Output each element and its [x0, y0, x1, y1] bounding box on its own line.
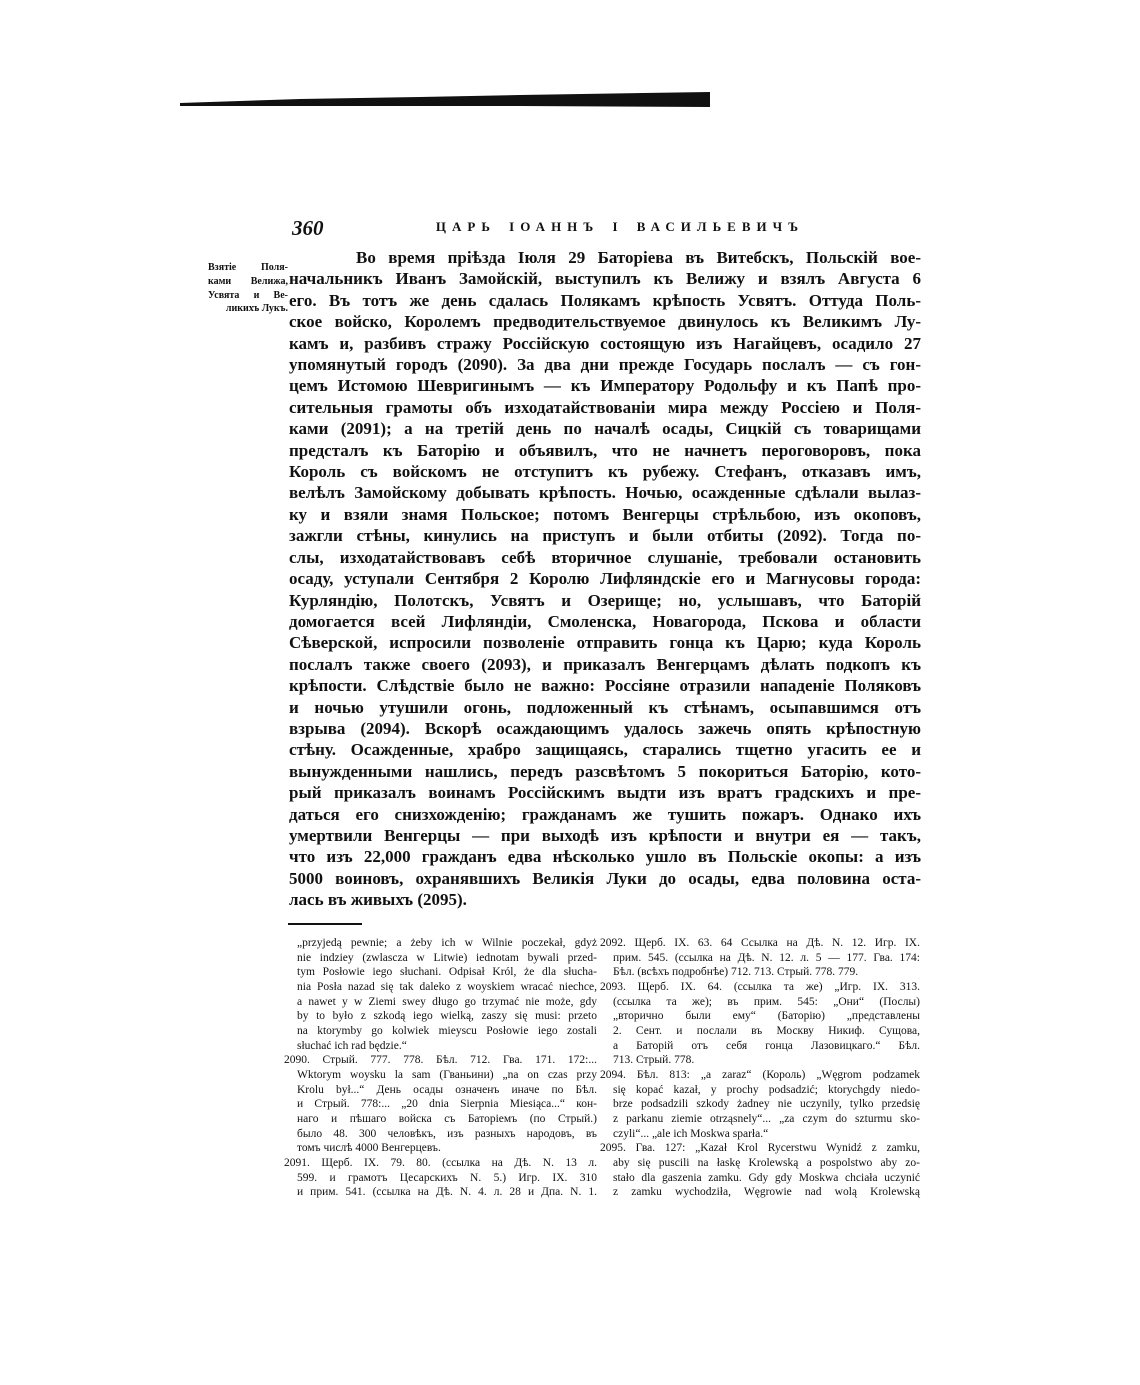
footnote-line: 713. Стрый. 778.	[613, 1054, 695, 1067]
footnote-line: aby się puscili na łaskę Krolewską a pospolstwo aby zo-	[613, 1156, 920, 1169]
body-line: Курляндію, Полотскъ, Усвятъ и Озерище; но, услышавъ, что Баторій	[289, 590, 921, 610]
footnote-line: a nawet y w Ziemi swey długo go trzymać nie może, gdy	[297, 995, 597, 1008]
body-line: слы, изходатайствовавъ себѣ вторичное слушаніе, требовали остановить	[289, 547, 921, 567]
footnote-line: 2. Сент. и послали въ Москву Никиф. Сущова,	[613, 1024, 920, 1037]
body-line: домогается всей Лифляндіи, Смоленска, Новагорода, Пскова и области	[289, 611, 921, 631]
body-line: послалъ также своего (2093), и приказалъ Венгерцамъ дѣлать подкопъ къ	[289, 654, 921, 674]
footnote-line: 2092. Щерб. IX. 63. 64 Ссылка на Дѣ. N. 12. Игр. IX.	[600, 937, 920, 949]
body-line: лась въ живыхъ (2095).	[289, 890, 467, 910]
footnote-line: 2090. Стрый. 777. 778. Бѣл. 712. Гва. 171. 172:...	[284, 1054, 597, 1067]
footnote-line: наго и пѣшаго войска съ Баторіемъ (по Стрый.)	[297, 1112, 597, 1125]
body-line: сительныя грамоты объ изходатайствованіи мира между Россіею и Поля-	[289, 397, 921, 417]
body-line: даться его снизхожденію; гражданамъ же тушить пожаръ. Однако ихъ	[289, 804, 921, 824]
body-line: предсталъ къ Баторію и объявилъ, что не начнетъ пероговоровъ, пока	[289, 440, 921, 460]
body-line: велѣлъ Замойскому добывать крѣпость. Ночью, осажденные сдѣлали вылаз-	[289, 483, 921, 503]
body-line: вынужденными нашлись, передъ разсвѣтомъ 5 покориться Баторію, кото-	[289, 761, 921, 781]
body-line: умертвили Венгерцы — при выходѣ изъ крѣпости и внутри ея — такъ,	[289, 825, 921, 845]
body-line: осаду, уступали Сентября 2 Королю Лифляндскіе его и Магнусовы города:	[289, 569, 921, 589]
body-line: ское войско, Королемъ предводительствуемое двинулось къ Великимъ Лу-	[289, 312, 921, 332]
body-line: упомянутый городъ (2090). За два дни прежде Государь послалъ — съ гон-	[289, 355, 921, 375]
footnote-line: słuchać ich rad będzie.“	[297, 1039, 407, 1052]
body-line: зажгли стѣны, кинулись на приступъ и были отбиты (2092). Тогда по-	[289, 526, 921, 546]
body-line: цемъ Истомою Шевригинымъ — къ Императору Родольфу и къ Папѣ про-	[289, 376, 921, 396]
footnote-line: и Стрый. 778:... „20 dnia Sierpnia Miesiąca...“ кон-	[297, 1098, 597, 1111]
footnote-line: się kopać kazał, y prochy podsadzić; ktorychgdy niedo-	[613, 1083, 920, 1096]
body-line: что изъ 22,000 гражданъ едва нѣсколько ушло въ Польскіе окопы: а изъ	[289, 847, 921, 867]
body-line: его. Въ тотъ же день сдалась Полякамъ крѣпость Усвятъ. Оттуда Поль-	[289, 290, 921, 310]
footnote-line: 2095. Гва. 127: „Kazał Krol Rycerstwu Wynidź z zamku,	[600, 1142, 920, 1155]
body-line: взрыва (2094). Вскорѣ осаждающимъ удалось зажечь опять крѣпостную	[289, 718, 921, 738]
footnote-line: tym Posłowie iego słuchani. Odpisał Król, że dla słucha-	[297, 966, 597, 979]
footnote-line: „przyjedą pewnie; a żeby ich w Wilnie poczekał, gdyż	[297, 937, 597, 949]
footnote-line: z parkanu ziemie otrząsnely“... „za czym do szturmu sko-	[613, 1112, 920, 1125]
body-line: рый приказалъ воинамъ Россійскимъ выдти изъ вратъ градскихъ и пре-	[289, 783, 921, 803]
margin-note-line: Взятіе Поля-	[208, 262, 288, 273]
footnote-line: na ktorymby go kolwiek mieyscu Posłowie iego zostali	[297, 1024, 597, 1037]
body-text	[289, 247, 921, 911]
footnote-line: томъ числѣ 4000 Венгерцевъ.	[297, 1142, 441, 1155]
footnote-line: nia Posła nazad się tak daleko z woyskiem wracać niechce,	[297, 980, 597, 993]
footnote-line: а Баторій отъ себя гонца Лазовицкаго.“ Бѣл.	[613, 1039, 920, 1052]
footnote-line: (ссылка та же); въ прим. 545: „Они“ (Послы)	[613, 995, 920, 1008]
footnote-line: 2093. Щерб. IX. 64. (ссылка та же) „Игр. IX. 313.	[600, 980, 920, 993]
footnote-line: brze podsadzili szkody żadney nie uczynily, tylko przedsię	[613, 1098, 920, 1111]
body-line: Во время пріѣзда Іюля 29 Баторіева въ Витебскъ, Польскій вое-	[356, 248, 921, 267]
running-title: ЦАРЬ ІОАННЪ І ВАСИЛЬЕВИЧЪ	[435, 219, 805, 234]
footnote-rule	[288, 923, 362, 925]
body-line: Король съ войскомъ не отступитъ къ рубежу. Стефанъ, отказавъ имъ,	[289, 462, 921, 482]
footnote-line: было 48. 300 человѣкъ, изъ разныхъ народовъ, въ	[297, 1127, 597, 1140]
footnote-line: прим. 545. (ссылка на Дѣ. N. 12. л. 5 — 177. Гва. 174:	[613, 951, 920, 964]
body-line: и ночью утушили огонь, подложенный къ стѣнамъ, осыпавшимся отъ	[289, 697, 921, 717]
body-line: крѣпости. Слѣдствіе было не важно: Россіяне отразили нападеніе Поляковъ	[289, 676, 921, 696]
footnote-line: 2094. Бѣл. 813: „a zaraz“ (Король) „Węgrom podzamek	[600, 1068, 920, 1081]
footnotes-left-column	[284, 936, 597, 1200]
margin-note-line: Усвята и Ве-	[208, 289, 288, 301]
footnote-line: stało dla gaszenia zamku. Gdy gdy Moskwa chciała uczynić	[613, 1171, 920, 1184]
footnote-line: 2091. Щерб. IX. 79. 80. (ссылка на Дѣ. N. 13 л.	[284, 1156, 597, 1169]
footnotes-right-column	[600, 936, 920, 1200]
margin-note	[208, 261, 288, 316]
margin-note-line: ликихъ Лукъ.	[225, 303, 288, 315]
footnote-line: Бѣл. (всѣхъ подробнѣе) 712. 713. Стрый. 778. 779.	[613, 966, 859, 979]
body-line: 5000 воиновъ, охранявшихъ Великія Луки до осады, едва половина оста-	[289, 868, 921, 888]
body-line: ку и взяли знамя Польское; потомъ Венгерцы стрѣльбою, изъ окоповъ,	[289, 504, 921, 524]
scan-edge-bar	[0, 0, 1140, 130]
footnote-line: „вторично были ему“ (Баторію) „представлены	[613, 1010, 920, 1023]
margin-note-line: ками Велижа,	[208, 275, 288, 287]
footnote-line: nie indziey (zwlascza w Litwie) iednotam bywali przed-	[297, 951, 597, 964]
footnote-line: by to było z szkodą iego wielką, zaszy się musi: przeto	[297, 1010, 597, 1023]
footnote-line: czyli“... „ale ich Moskwa sparła.“	[613, 1127, 769, 1140]
footnote-line: 599. и грамотъ Цесарскихъ N. 5.) Игр. IX. 310	[297, 1171, 597, 1184]
body-line: камъ и, разбивъ стражу Россійскую состоящую изъ Нагайцевъ, осадило 27	[289, 333, 921, 353]
body-line: стѣну. Осажденные, храбро защищаясь, старались тщетно угасить ее и	[289, 740, 921, 760]
body-line: Сѣверской, испросили позволеніе отправить гонца къ Царю; куда Король	[289, 633, 921, 653]
footnote-line: Wktorym woysku la sam (Гваньини) „na on czas przy	[297, 1068, 597, 1081]
body-line: ками (2091); а на третій день по началѣ осады, Сицкій съ товарищами	[289, 419, 921, 439]
page-number: 360	[292, 216, 324, 240]
body-line: начальникъ Иванъ Замойскій, выступилъ къ Велижу и взялъ Августа 6	[289, 269, 921, 289]
footnote-line: и прим. 541. (ссылка на Дѣ. N. 4. л. 28 и Дпа. N. 1.	[297, 1186, 597, 1199]
footnote-line: z zamku wychodziła, Węgrowie nad wolą Krolewską	[613, 1186, 920, 1199]
footnote-line: Krolu był...“ День осады означенъ иначе по Бѣл.	[297, 1083, 597, 1096]
